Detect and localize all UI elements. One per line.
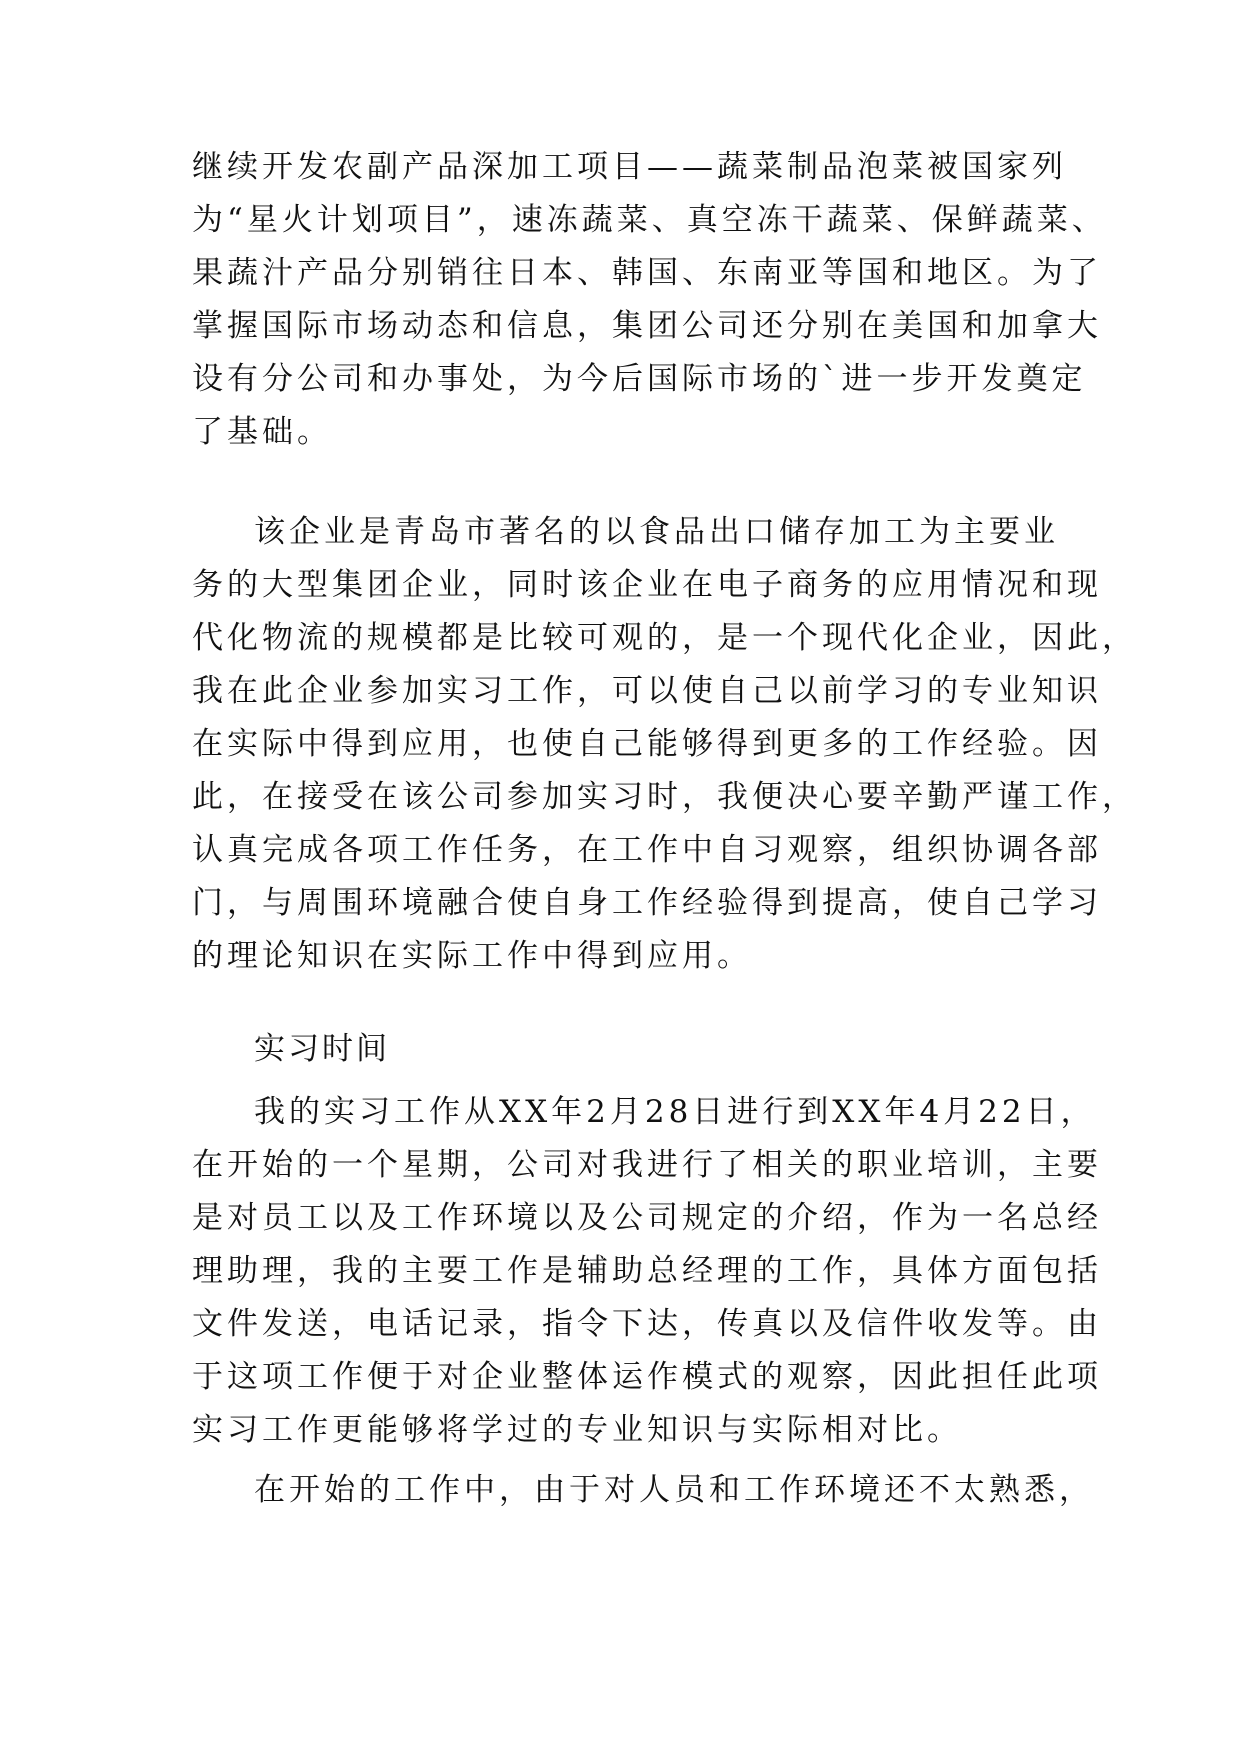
paragraph-2-line-4: 我在此企业参加实习工作，可以使自己以前学习的专业知识 bbox=[192, 673, 1102, 709]
paragraph-1-line-4: 掌握国际市场动态和信息，集团公司还分别在美国和加拿大 bbox=[192, 308, 1102, 344]
paragraph-2-line-8: 门，与周围环境融合使自身工作经验得到提高，使自己学习 bbox=[192, 885, 1102, 921]
paragraph-2-line-7: 认真完成各项工作任务，在工作中自习观察，组织协调各部 bbox=[192, 832, 1102, 868]
paragraph-2-line-1: 该企业是青岛市著名的以食品出口储存加工为主要业 bbox=[254, 514, 1059, 550]
section-heading: 实习时间 bbox=[254, 1031, 390, 1067]
paragraph-1-line-6: 了基础。 bbox=[192, 414, 332, 450]
paragraph-2-line-9: 的理论知识在实际工作中得到应用。 bbox=[192, 938, 752, 974]
paragraph-3-line-1: 我的实习工作从XX年2月28日进行到XX年4月22日， bbox=[254, 1094, 1096, 1130]
paragraph-3-line-6: 于这项工作便于对企业整体运作模式的观察，因此担任此项 bbox=[192, 1359, 1102, 1395]
paragraph-1-line-1: 继续开发农副产品深加工项目——蔬菜制品泡菜被国家列 bbox=[192, 149, 1067, 185]
paragraph-3-line-3: 是对员工以及工作环境以及公司规定的介绍，作为一名总经 bbox=[192, 1200, 1102, 1236]
paragraph-3-line-4: 理助理，我的主要工作是辅助总经理的工作，具体方面包括 bbox=[192, 1253, 1102, 1289]
paragraph-4-line-1: 在开始的工作中，由于对人员和工作环境还不太熟悉， bbox=[254, 1472, 1094, 1508]
paragraph-2-line-6: 此，在接受在该公司参加实习时，我便决心要辛勤严谨工作， bbox=[192, 779, 1137, 815]
paragraph-3-line-7: 实习工作更能够将学过的专业知识与实际相对比。 bbox=[192, 1412, 962, 1448]
paragraph-1-line-3: 果蔬汁产品分别销往日本、韩国、东南亚等国和地区。为了 bbox=[192, 255, 1102, 291]
paragraph-2-line-5: 在实际中得到应用，也使自己能够得到更多的工作经验。因 bbox=[192, 726, 1102, 762]
paragraph-1-line-2: 为“星火计划项目”，速冻蔬菜、真空冻干蔬菜、保鲜蔬菜、 bbox=[192, 202, 1107, 238]
paragraph-3-line-5: 文件发送，电话记录，指令下达，传真以及信件收发等。由 bbox=[192, 1306, 1102, 1342]
paragraph-3-line-2: 在开始的一个星期，公司对我进行了相关的职业培训，主要 bbox=[192, 1147, 1102, 1183]
paragraph-1-line-5: 设有分公司和办事处，为今后国际市场的`进一步开发奠定 bbox=[192, 361, 1087, 397]
paragraph-2-line-2: 务的大型集团企业，同时该企业在电子商务的应用情况和现 bbox=[192, 567, 1102, 603]
paragraph-2-line-3: 代化物流的规模都是比较可观的，是一个现代化企业，因此， bbox=[192, 620, 1137, 656]
